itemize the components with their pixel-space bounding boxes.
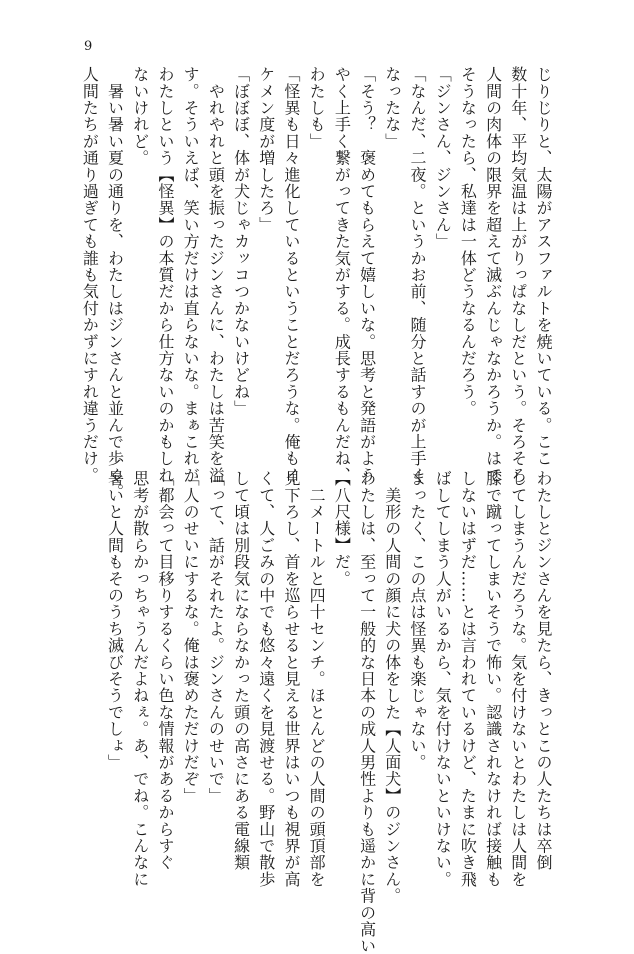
text-line: 膝で蹴ってしまいそうで怖い。認識されなければ接触も [483, 470, 503, 888]
text-line: して頃は別段気にならなかった頭の高さにある電線類 [231, 470, 251, 871]
text-line: 数十年、平均気温は上がりっぱなしだという。そろそろ [508, 66, 528, 484]
text-line: 「なんだ、二夜。というかお前、随分と話すのが上手く [407, 66, 427, 484]
text-line: 思考が散らかっちゃうんだよねぇ。あ、でね。こんなに [130, 470, 150, 888]
text-line: 「人のせいにするな。俺は褒めただけだぞ」 [181, 470, 201, 804]
text-line: 「怪異も日々進化しているということだろうな。俺もイ [281, 66, 301, 484]
text-line: わたしという【怪異】の本質だから仕方ないのかもしれ [155, 66, 175, 484]
text-line: 「ぼぼぼ、体が犬じゃカッコつかないけどね」 [231, 66, 251, 417]
text-line: わたしは、至って一般的な日本の成人男性よりも遥かに背の高い [357, 470, 377, 954]
body-text-top [80, 66, 556, 501]
text-line: す。そういえば、笑い方だけは直らないな。まぁこれが [181, 66, 201, 484]
text-line: ケメン度が増したろ」 [256, 66, 276, 233]
text-line: 【八尺様】だ。 [332, 470, 352, 587]
body-text-bottom [105, 470, 556, 954]
text-line: くて、人ごみの中でも悠々遠くを見渡せる。野山で散歩 [256, 470, 276, 888]
text-line: そうなったら、私達は一体どうなるんだろう。 [458, 66, 478, 417]
text-line: 「って、話がそれたよ。ジンさんのせいで」 [206, 470, 226, 804]
text-line: なったな」 [382, 66, 402, 150]
text-line: 美形の人間の顔に犬の体をした【人面犬】のジンさん。 [382, 470, 402, 905]
text-line: ばしてしまう人がいるから、気を付けないといけない。 [433, 470, 453, 888]
text-line: 「都会って目移りするくらい色な情報があるからすぐ [155, 470, 175, 871]
text-line: 人間の肉体の限界を超えて滅ぶんじゃなかろうか。はて [483, 66, 503, 484]
text-line: 人間たちが通り過ぎても誰も気付かずにすれ違うだけ。 [80, 66, 100, 484]
text-line: 見下ろし、首を巡らせると見える世界はいつも視界が高 [281, 470, 301, 888]
text-line: しないはずだ……とは言われているけど、たまに吹き飛 [458, 470, 478, 888]
text-line: 暑い暑い夏の通りを、わたしはジンさんと並んで歩く。 [105, 66, 125, 501]
text-line: 「ジンさん、ジンさん」 [433, 66, 453, 250]
text-line: ないけれど。 [130, 66, 150, 167]
text-line: じりじりと、太陽がアスファルトを焼いている。ここ [534, 66, 553, 467]
text-line: わたしとジンさんを見たら、きっとこの人たちは卒倒 [534, 470, 553, 871]
text-line: してしまうんだろうな。気を付けないとわたしは人間を [508, 470, 528, 888]
text-line: わたしも」 [307, 66, 327, 150]
text-line: 暑いと人間もそのうち滅びそうでしょ」 [105, 470, 125, 771]
page-number: 9 [84, 39, 93, 54]
text-line: やく上手く繋がってきた気がする。成長するもんだね、 [332, 66, 352, 484]
text-line: 「そう？ 褒めてもらえて嬉しいな。思考と発語がよう [357, 66, 377, 484]
text-line: やれやれと頭を振ったジンさんに、わたしは苦笑を溢 [206, 66, 226, 484]
text-line: 二メートルと四十センチ。ほとんどの人間の頭頂部を [307, 470, 327, 888]
text-line: まったく、この点は怪異も楽じゃない。 [407, 470, 427, 771]
